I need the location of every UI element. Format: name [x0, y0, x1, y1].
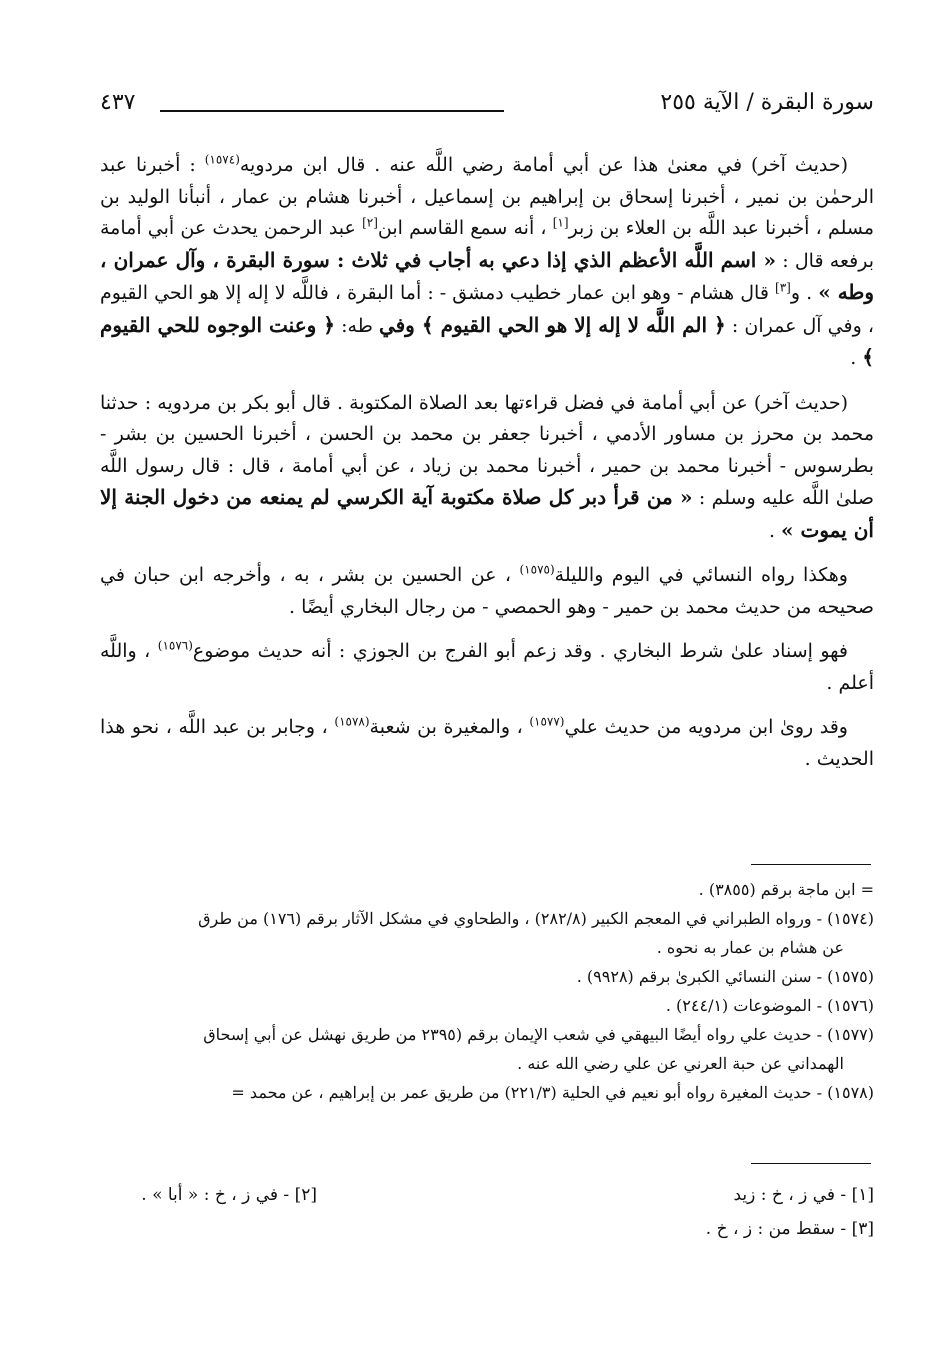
quoted-text: « من قرأ دبر كل صلاة مكتوبة آية الكرسي لم يمنعه من دخول الجنة إلا أن يموت » [100, 485, 874, 542]
text-run: ، والمغيرة بن شعبة [369, 716, 530, 738]
text-run: (حديث آخر) في معنىٰ هذا عن أبي أمامة رضي اللَّه عنه . قال ابن مردويه [239, 154, 848, 176]
footnote-line: (١٥٧٤) - ورواه الطبراني في المعجم الكبير (٢٨٢/٨) ، والطحاوي في مشكل الآثار برقم (١٧٦) من طرق [198, 909, 874, 928]
page-number: ٤٣٧ [100, 90, 136, 115]
variant-note-2: [٢] - في ز ، خ : « أبا » . [141, 1185, 317, 1205]
footnote-ref: [٣] [775, 280, 791, 295]
footnote-ref: (١٥٧٧) [529, 714, 565, 729]
text-run: . و [790, 282, 819, 304]
footnote-line: = ابن ماجة برقم (٣٨٥٥) . [698, 880, 874, 899]
footnote-line: (١٥٧٨) - حديث المغيرة رواه أبو نعيم في الحلية (٢٢١/٣) من طريق عمر بن إبراهيم ، عن محمد = [231, 1083, 874, 1102]
footnote-ref: [١] [552, 215, 569, 230]
variant-note-1: [١] - في ز ، خ : زيد [733, 1185, 874, 1205]
footnotes [100, 875, 874, 1107]
footnote-line: عن هشام بن عمار به نحوه . [656, 938, 844, 957]
text-run: . [850, 347, 863, 369]
footnote-ref: (١٥٧٦) [157, 638, 193, 653]
variants-separator [751, 1163, 871, 1164]
footnote-ref: (١٥٧٤) [204, 152, 240, 167]
text-run: ، واللَّه أعلم . [100, 640, 874, 694]
footnote-line: الهمداني عن حبة العرني عن علي رضي الله عنه . [517, 1054, 844, 1073]
text-run: (حديث آخر) عن أبي أمامة في فضل قراءتها بعد الصلاة المكتوبة . قال أبو بكر بن مردويه : حدثنا محمد بن محرز بن مساور الأدمي ، أخبرنا جعفر بن محمد بن الحسن ، أخبرنا الحسين بن بشر - بطرسوس - أخبرنا محمد بن حمير ، أخبرنا محمد بن زياد ، عن أبي أمامة ، قال : قال رسول اللَّه صلىٰ اللَّه عليه وسلم : [100, 391, 875, 509]
variant-note-3: [٣] - سقط من : ز ، خ . [705, 1219, 874, 1239]
text-run: طه: [335, 314, 379, 337]
text-run: ، عن الحسين بن بشر ، به ، وأخرجه ابن حبان في صحيحه من حديث محمد بن حمير - وهو الحمصي - من رجال البخاري أيضًا . [100, 564, 874, 618]
paragraph [100, 712, 874, 775]
paragraph [100, 388, 874, 548]
page-header [100, 88, 874, 128]
text-run: ، وجابر بن عبد اللَّه ، نحو هذا الحديث . [100, 716, 874, 770]
manuscript-variants [100, 1178, 874, 1246]
paragraph [100, 560, 874, 623]
footnote-line: (١٥٧٥) - سنن النسائي الكبرىٰ برقم (٩٩٢٨) . [576, 967, 874, 986]
text-run: وهكذا رواه النسائي في اليوم والليلة [554, 564, 848, 586]
header-rule [160, 110, 504, 112]
footnote-ref: (١٥٧٥) [519, 562, 555, 577]
text-run: . [768, 519, 782, 542]
footnote-line: (١٥٧٧) - حديث علي رواه أيضًا البيهقي في شعب الإيمان برقم (٢٣٩٥ من طريق نهشل عن أبي إسحاق [203, 1025, 874, 1044]
text-run: ، أنه سمع القاسم ابن [377, 217, 553, 239]
text-run: عبد الرحمن يحدث عن أبي أمامة برفعه قال : [100, 217, 875, 272]
footnote-line: (١٥٧٦) - الموضوعات (٢٤٤/١) . [665, 996, 874, 1015]
running-title: سورة البقرة / الآية ٢٥٥ [660, 90, 874, 115]
text-run: وقد روىٰ ابن مردويه من حديث علي [564, 716, 848, 738]
footnote-ref: [٢] [362, 215, 378, 230]
text-run: : أخبرنا عبد الرحمٰن بن نمير ، أخبرنا إسحاق بن إبراهيم بن إسماعيل ، أخبرنا هشام بن عمار ، أنبأنا الوليد بن مسلم ، أخبرنا عبد اللَّه بن العلاء بن زبر [100, 154, 875, 239]
quoted-text: ﴿ وعنت الوجوه للحي القيوم ﴾ [100, 312, 874, 369]
paragraph [100, 636, 874, 699]
text-run: قال هشام - وهو ابن عمار خطيب دمشق - : أما البقرة ، فاللَّه لا إله إلا هو الحي القيوم ، وفي آل عمران : [100, 282, 875, 337]
text-run: فهو إسناد علىٰ شرط البخاري . وقد زعم أبو الفرج بن الجوزي : أنه حديث موضوع [192, 640, 848, 662]
footnote-ref: (١٥٧٨) [334, 714, 370, 729]
paragraph [100, 150, 874, 375]
main-text [100, 150, 874, 788]
footnote-separator [751, 864, 871, 865]
quoted-text: ﴿ الم اللَّه لا إله إلا هو الحي القيوم ﴾ وفي [378, 312, 726, 337]
quoted-text: « اسم اللَّه الأعظم الذي إذا دعي به أجاب في ثلاث : سورة البقرة ، وآل عمران ، وطه » [100, 247, 875, 304]
